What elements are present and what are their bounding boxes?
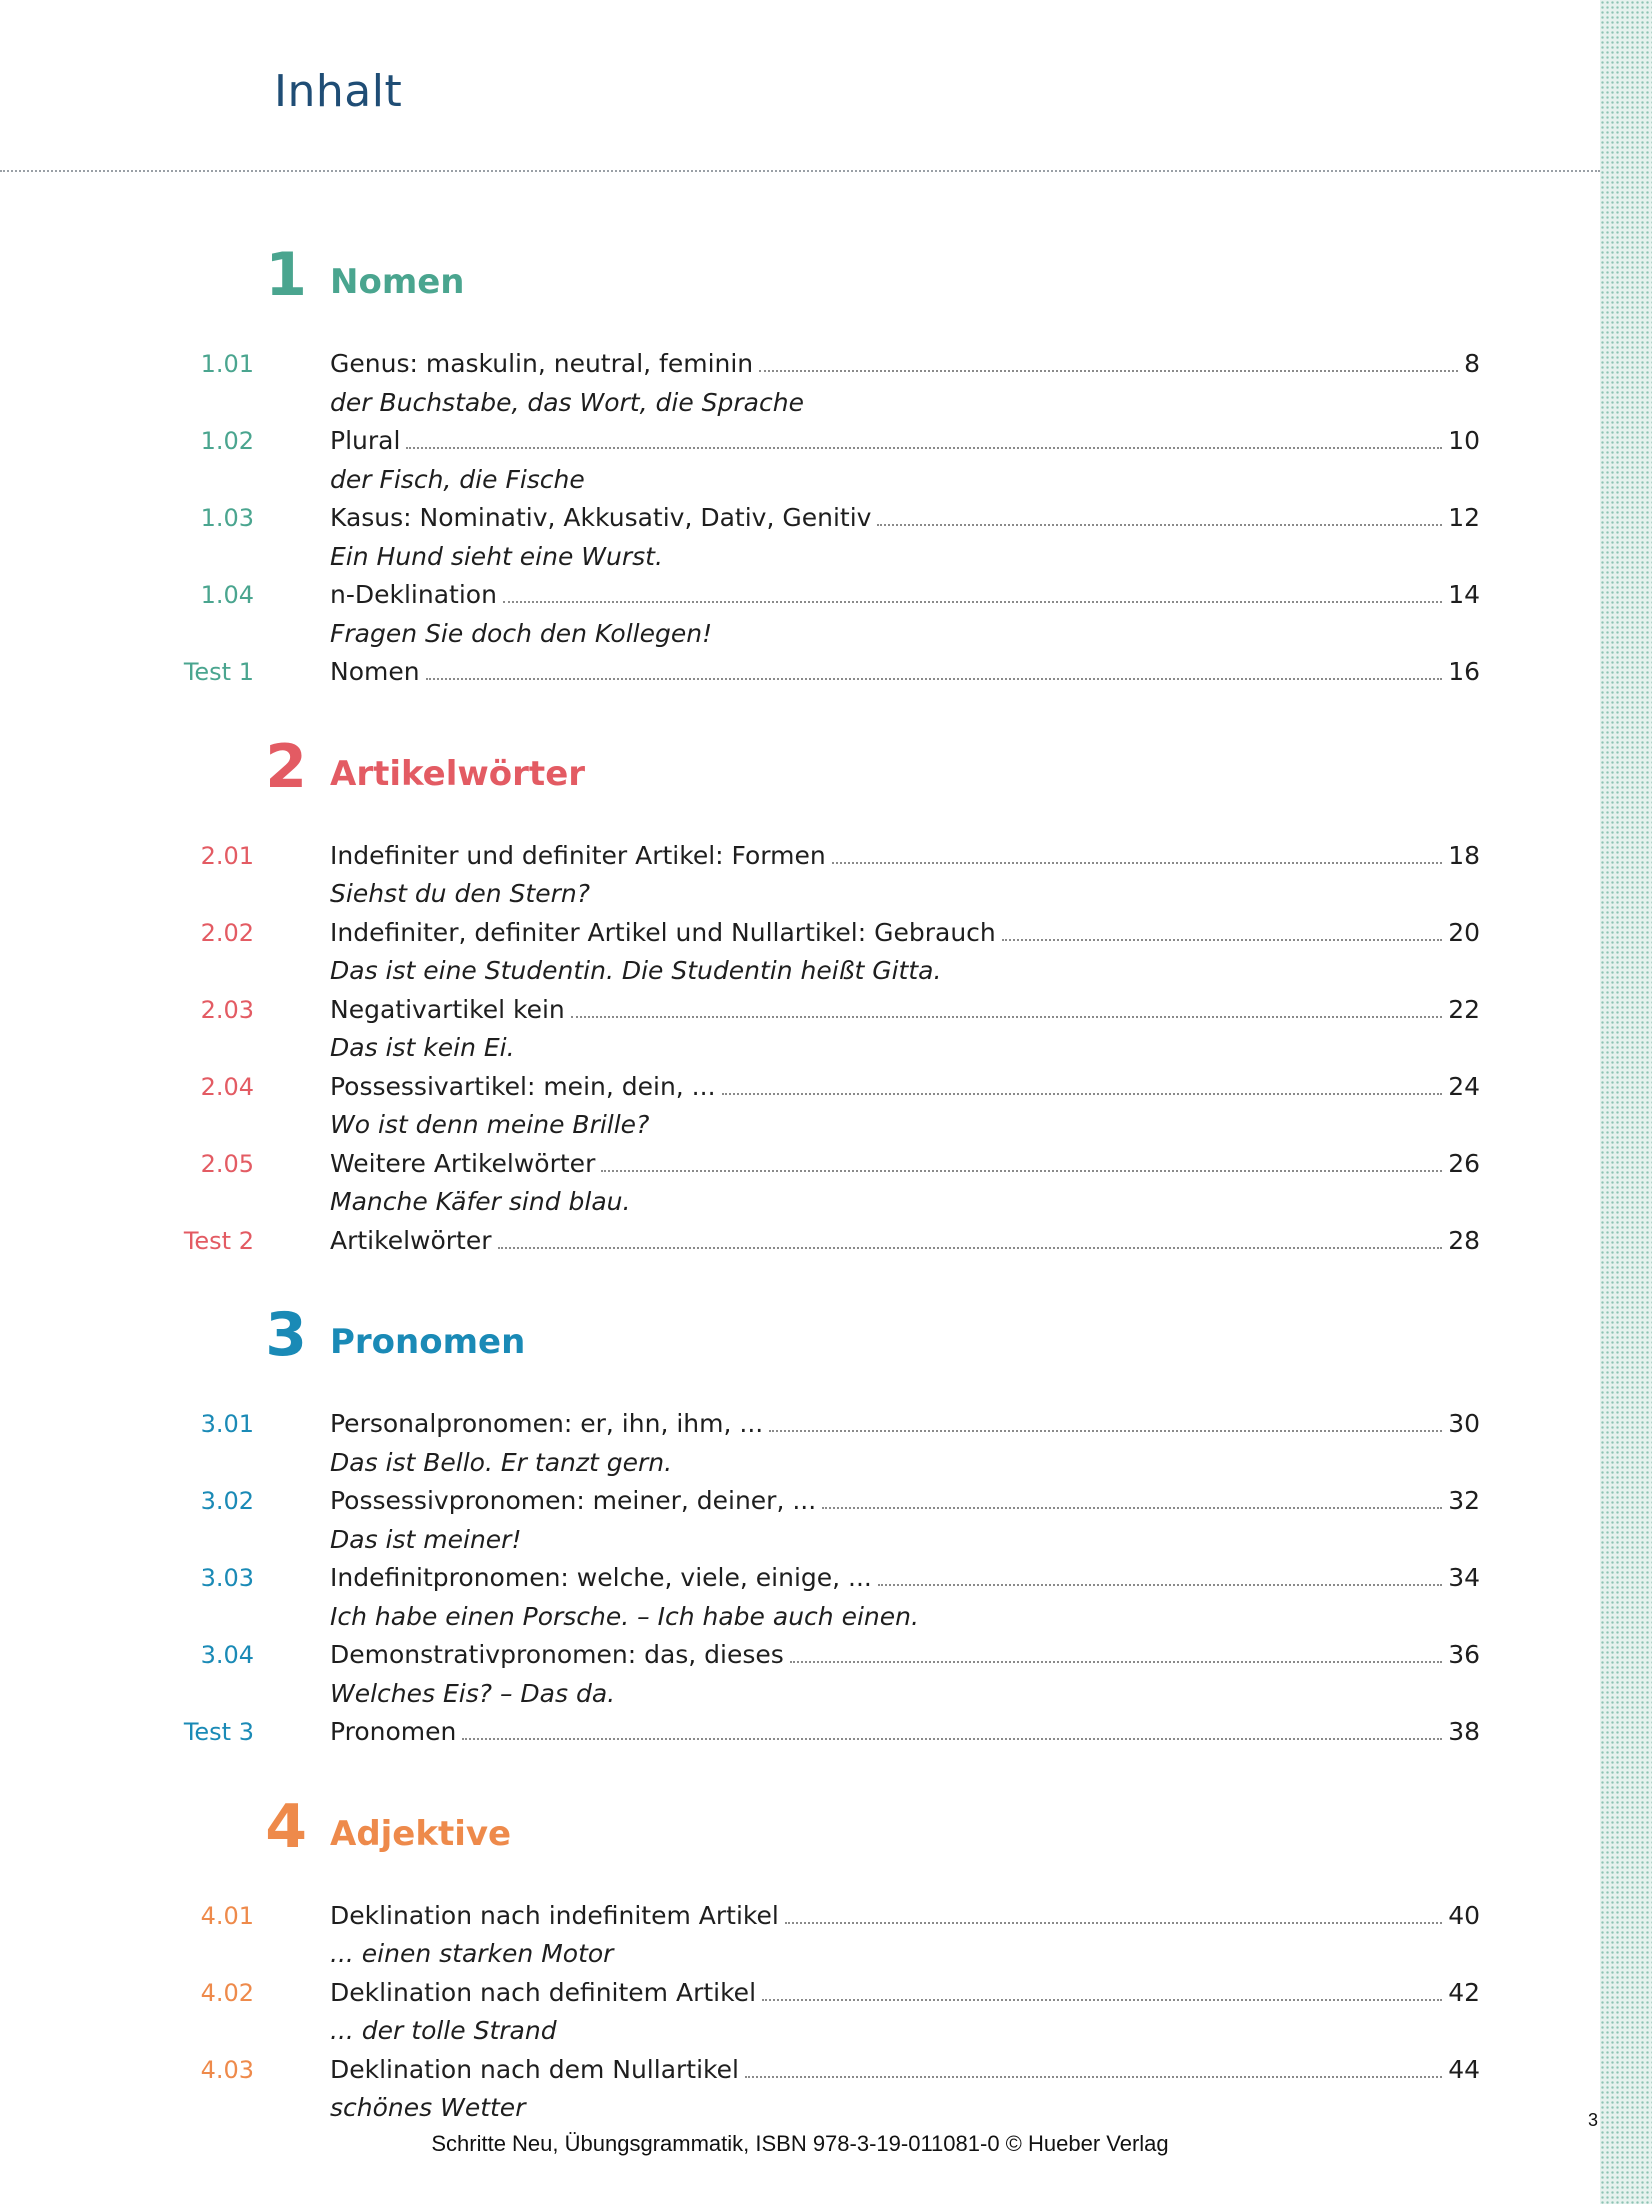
entry-page: 44 [1448, 2054, 1480, 2084]
toc-entry[interactable] [0, 1636, 1600, 1675]
entry-title: Kasus: Nominativ, Akkusativ, Dativ, Genitiv [330, 503, 872, 532]
entry-number: 3.02 [200, 1487, 254, 1515]
entry-line [330, 345, 1480, 383]
dot-leader [745, 2076, 1442, 2078]
dot-leader [822, 1507, 1442, 1509]
toc-entry[interactable] [0, 1068, 1600, 1107]
entry-number: 3.04 [200, 1641, 254, 1669]
entry-example: Das ist meiner! [330, 1524, 522, 1554]
example-row [0, 1029, 1600, 1068]
entry-line [330, 1145, 1480, 1183]
entry-number: 2.01 [200, 841, 254, 870]
entry-number: 3.01 [200, 1410, 254, 1438]
entry-line [330, 1482, 1480, 1520]
toc-entry[interactable] [0, 499, 1600, 538]
dot-leader [785, 1922, 1442, 1924]
entry-page: 32 [1448, 1486, 1480, 1515]
entry-page: 34 [1448, 1563, 1480, 1592]
example-row [0, 875, 1600, 914]
entry-page: 24 [1448, 1071, 1480, 1101]
dot-leader [769, 1430, 1442, 1432]
entry-example: Das ist Bello. Er tanzt gern. [330, 1447, 673, 1477]
entry-title: Deklination nach dem Nullartikel [330, 2054, 739, 2084]
entry-line [330, 1636, 1480, 1674]
entry-number: 2.03 [200, 995, 254, 1024]
example-row [0, 384, 1600, 423]
entry-title: Indefinitpronomen: welche, viele, einige, ... [330, 1563, 872, 1592]
entry-title: Weitere Artikelwörter [330, 1148, 596, 1178]
page-title: Inhalt [274, 66, 403, 117]
entry-title: Demonstrativpronomen: das, dieses [330, 1640, 784, 1669]
entry-page: 18 [1448, 840, 1480, 870]
dot-leader [1002, 939, 1442, 941]
example-row [0, 1444, 1600, 1483]
dot-leader [832, 862, 1442, 864]
toc-entry[interactable] [0, 653, 1600, 692]
entry-title: Deklination nach indefinitem Artikel [330, 1900, 779, 1930]
toc-entry[interactable] [0, 2051, 1600, 2090]
entry-title: n-Deklination [330, 580, 497, 609]
chapter-heading [0, 1792, 1600, 1897]
entry-number: 1.01 [200, 350, 254, 378]
entry-number: 2.04 [200, 1072, 254, 1101]
entry-page: 16 [1448, 657, 1480, 686]
entry-line [330, 1559, 1480, 1597]
toc-entry[interactable] [0, 837, 1600, 876]
entry-number: Test 1 [183, 658, 254, 686]
example-row [0, 1935, 1600, 1974]
dot-leader [878, 1584, 1442, 1586]
entry-number: 2.02 [200, 918, 254, 947]
entry-page: 38 [1448, 1717, 1480, 1746]
entry-example: der Buchstabe, das Wort, die Sprache [330, 387, 804, 417]
entry-example: Das ist eine Studentin. Die Studentin heißt Gitta. [330, 956, 942, 985]
entry-number: 4.01 [200, 1901, 254, 1930]
toc-entry[interactable] [0, 1713, 1600, 1752]
example-row [0, 1106, 1600, 1145]
entry-line [330, 837, 1480, 875]
chapter-title: Pronomen [330, 1322, 526, 1362]
dot-leader [571, 1016, 1442, 1018]
entry-title: Possessivpronomen: meiner, deiner, ... [330, 1486, 817, 1515]
chapter-number: 3 [265, 1300, 307, 1370]
entry-title: Plural [330, 426, 401, 455]
example-row [0, 1598, 1600, 1637]
entry-title: Indefiniter, definiter Artikel und Nullartikel: Gebrauch [330, 917, 996, 947]
entry-page: 30 [1448, 1409, 1480, 1438]
chapter-title: Artikelwörter [330, 753, 586, 794]
toc-entry[interactable] [0, 345, 1600, 384]
entry-number: 1.04 [200, 581, 254, 609]
entry-line [330, 422, 1480, 460]
entry-title: Deklination nach definitem Artikel [330, 1977, 757, 2007]
chapter-spacer [0, 692, 1600, 732]
example-row [0, 1183, 1600, 1222]
page-number: 3 [1588, 2110, 1599, 2130]
entry-example: der Fisch, die Fische [330, 464, 585, 494]
toc-entry[interactable] [0, 1974, 1600, 2013]
example-row [0, 615, 1600, 654]
entry-example: ... einen starken Motor [330, 1939, 614, 1968]
entry-example: Ich habe einen Porsche. – Ich habe auch einen. [330, 1601, 919, 1631]
entry-title: Nomen [330, 657, 420, 686]
entry-title: Negativartikel kein [330, 994, 565, 1024]
entry-line [330, 1713, 1480, 1751]
dot-leader [498, 1247, 1443, 1249]
entry-line [330, 991, 1480, 1029]
dot-leader [762, 1999, 1442, 2001]
toc-entry[interactable] [0, 914, 1600, 953]
entry-page: 26 [1448, 1148, 1480, 1178]
example-row [0, 1521, 1600, 1560]
entry-page: 36 [1448, 1640, 1480, 1669]
toc-entry[interactable] [0, 991, 1600, 1030]
entry-page: 10 [1448, 426, 1480, 455]
dot-leader [759, 370, 1458, 372]
dot-leader [722, 1093, 1443, 1095]
toc-entry[interactable] [0, 1482, 1600, 1521]
entry-title: Possessivartikel: mein, dein, ... [330, 1071, 716, 1101]
entry-line [330, 1405, 1480, 1443]
chapter-number: 2 [265, 731, 307, 802]
toc-entry[interactable] [0, 1145, 1600, 1184]
entry-number: 1.03 [200, 504, 254, 532]
entry-example: Ein Hund sieht eine Wurst. [330, 541, 663, 571]
example-row [0, 952, 1600, 991]
decorative-side-stripe [1600, 0, 1652, 2204]
chapter-heading [0, 240, 1600, 345]
toc-entry[interactable] [0, 1559, 1600, 1598]
entry-page: 42 [1448, 1977, 1480, 2007]
chapter-heading [0, 1300, 1600, 1405]
chapter-number: 4 [265, 1791, 307, 1862]
entry-line [330, 576, 1480, 614]
entry-page: 12 [1448, 503, 1480, 532]
entry-number: 2.05 [200, 1149, 254, 1178]
entry-page: 20 [1448, 917, 1480, 947]
toc-entry[interactable] [0, 1897, 1600, 1936]
entry-line [330, 499, 1480, 537]
entry-example: Manche Käfer sind blau. [330, 1187, 631, 1216]
entry-page: 8 [1464, 349, 1480, 378]
dot-leader [790, 1661, 1442, 1663]
entry-title: Artikelwörter [330, 1225, 492, 1255]
toc-entry[interactable] [0, 1222, 1600, 1261]
entry-line [330, 1068, 1480, 1106]
entry-page: 40 [1448, 1900, 1480, 1930]
entry-example: Wo ist denn meine Brille? [330, 1110, 650, 1139]
entry-number: Test 2 [183, 1226, 254, 1255]
example-row [0, 2012, 1600, 2051]
entry-number: 4.03 [200, 2055, 254, 2084]
entry-title: Personalpronomen: er, ihn, ihm, ... [330, 1409, 764, 1438]
example-row [0, 461, 1600, 500]
entry-line [330, 914, 1480, 952]
entry-line [330, 2051, 1480, 2089]
entry-page: 28 [1448, 1225, 1480, 1255]
entry-page: 22 [1448, 994, 1480, 1024]
entry-line [330, 1897, 1480, 1935]
entry-number: 4.02 [200, 1978, 254, 2007]
chapter-title: Adjektive [330, 1813, 512, 1854]
entry-example: schönes Wetter [330, 2093, 526, 2122]
entry-example: Siehst du den Stern? [330, 879, 590, 908]
dot-leader [877, 524, 1442, 526]
dot-leader [503, 601, 1442, 603]
entry-title: Indefiniter und definiter Artikel: Formen [330, 840, 826, 870]
entry-example: Welches Eis? – Das da. [330, 1678, 616, 1708]
footer-copyright: Schritte Neu, Übungsgrammatik, ISBN 978-3-19-011081-0 © Hueber Verlag [431, 2131, 1169, 2156]
entry-page: 14 [1448, 580, 1480, 609]
dot-leader [462, 1738, 1442, 1740]
chapter-number: 1 [265, 240, 307, 310]
chapter-heading [0, 732, 1600, 837]
example-row [0, 538, 1600, 577]
entry-number: 3.03 [200, 1564, 254, 1592]
toc-entry[interactable] [0, 422, 1600, 461]
entry-line [330, 653, 1480, 691]
dot-leader [426, 678, 1443, 680]
entry-line [330, 1974, 1480, 2012]
chapter-spacer [0, 1260, 1600, 1300]
example-row [0, 1675, 1600, 1714]
example-row [0, 2089, 1600, 2128]
chapter-title: Nomen [330, 262, 465, 302]
entry-example: ... der tolle Strand [330, 2016, 557, 2045]
dot-leader [406, 447, 1442, 449]
entry-title: Genus: maskulin, neutral, feminin [330, 349, 754, 378]
entry-example: Das ist kein Ei. [330, 1033, 515, 1062]
entry-number: Test 3 [183, 1718, 254, 1746]
dot-leader [601, 1170, 1442, 1172]
entry-number: 1.02 [200, 427, 254, 455]
table-of-contents [0, 240, 1600, 2168]
header-divider [0, 170, 1600, 172]
entry-title: Pronomen [330, 1717, 457, 1746]
chapter-spacer [0, 1752, 1600, 1792]
entry-example: Fragen Sie doch den Kollegen! [330, 618, 713, 648]
toc-entry[interactable] [0, 1405, 1600, 1444]
toc-entry[interactable] [0, 576, 1600, 615]
entry-line [330, 1222, 1480, 1260]
